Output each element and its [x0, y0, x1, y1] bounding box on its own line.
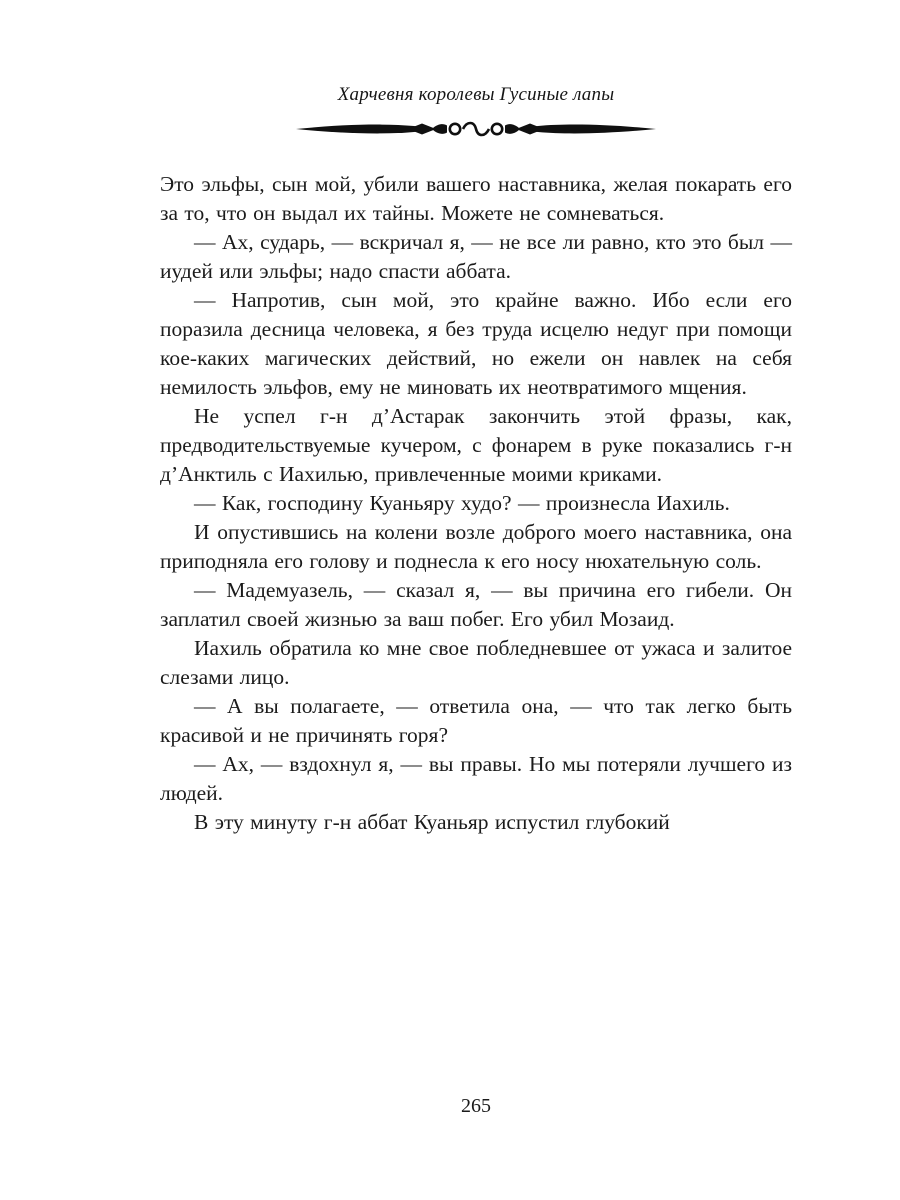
paragraph: — Напротив, сын мой, это крайне важно. Ибо если его поразила десница человека, я без труда исцелю недуг при помощи кое-каких магических действий, но ежели он навлек на себя немилость эльфов, ему не миновать их неотвратимого мщения.	[160, 288, 792, 399]
ornament-divider	[160, 115, 792, 143]
paragraph: И опустившись на колени возле доброго моего наставника, она приподняла его голову и поднесла к его носу нюхательную соль.	[160, 520, 792, 573]
text-column	[160, 84, 792, 837]
paragraph: — Как, господину Куаньяру худо? — произнесла Иахиль.	[194, 491, 730, 515]
paragraph: — Ах, — вздохнул я, — вы правы. Но мы потеряли лучшего из людей.	[160, 752, 792, 805]
flourish-divider-icon	[296, 115, 656, 143]
page-body-text	[160, 170, 792, 837]
paragraph: — Ах, сударь, — вскричал я, — не все ли равно, кто это был — иудей или эльфы; надо спасти аббата.	[160, 230, 792, 283]
running-header: Харчевня королевы Гусиные лапы	[337, 84, 615, 105]
page-number: 265	[461, 1095, 491, 1117]
paragraph: — А вы полагаете, — ответила она, — что так легко быть красивой и не причинять горя?	[160, 694, 792, 747]
paragraph: Это эльфы, сын мой, убили вашего наставника, желая покарать его за то, что он выдал их тайны. Можете не сомневаться.	[160, 172, 792, 225]
paragraph: — Мадемуазель, — сказал я, — вы причина его гибели. Он заплатил своей жизнью за ваш побег. Его убил Мозаид.	[160, 578, 792, 631]
paragraph: В эту минуту г-н аббат Куаньяр испустил глубокий	[194, 810, 670, 834]
paragraph: Не успел г-н д’Астарак закончить этой фразы, как, предводительствуемые кучером, с фонарем в руке показались г-н д’Анктиль с Иахилью, привлеченные моими криками.	[160, 404, 792, 486]
paragraph: Иахиль обратила ко мне свое побледневшее от ужаса и залитое слезами лицо.	[160, 636, 792, 689]
